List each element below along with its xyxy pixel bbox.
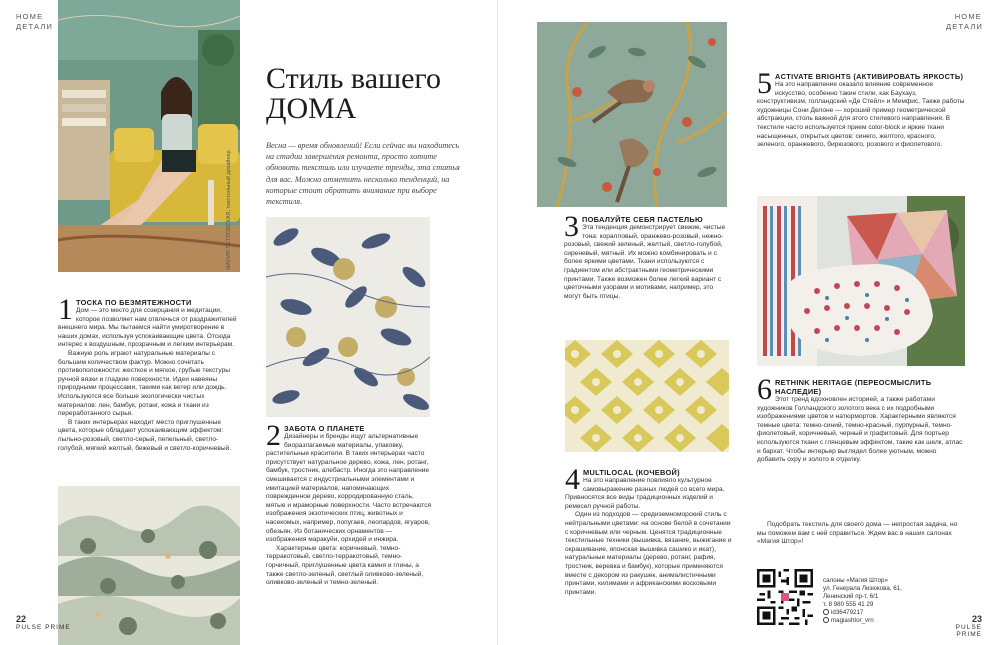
section-6-title: RETHINK HERITAGE (ПЕРЕОСМЫСЛИТЬ НАСЛЕДИЕ) [775, 378, 932, 396]
contacts-phone[interactable]: т. 8 980 555 41 29 [823, 601, 874, 608]
section-4 [565, 463, 733, 597]
contacts-address-2: Ленинский пр-т, 6/1 [823, 593, 879, 600]
page-number-right: 23 [971, 614, 982, 624]
contacts-vk[interactable]: id36479217 [831, 609, 864, 616]
section-5-number: 5 [757, 67, 772, 100]
section-4-title: MULTILOCAL (КОЧЕВОЙ) [583, 468, 680, 477]
title-line2: ДОМА [266, 92, 357, 125]
photo-credit: МАРИЯ ПЕТРОВСКАЯ, текстильный дизайнер [226, 150, 232, 270]
page-title [266, 64, 441, 124]
photo-cushions [757, 196, 965, 366]
section-5-title: ACTIVATE BRIGHTS (АКТИВИРОВАТЬ ЯРКОСТЬ) [775, 72, 964, 81]
section-2 [266, 419, 432, 588]
section-4-paragraph-2: Один из подходов — средиземноморский стиль с нейтральными цветами: на основе белой в сочетании с коричневым или черным. Ценятся традиционные текстильные техники (вышивка, вязание, выжигание и окрашивание, японская вышивка сашико и икат), натуральные материалы (дерево, ротанг, рафия, тростник, веревка и бамбук), которые применяются вместе с декором из ракушек, анималистичными принтами, килимами и африканскими восковыми принтами. [565, 511, 732, 596]
header-right-line1: HOME [954, 12, 982, 21]
page-number-left: 22 [16, 614, 27, 624]
section-3-paragraph-1: Эта тенденция демонстрирует свежие, чистые тона: коралловый, оранжево-розовый, нежно-розовый, свежий зеленый, желтый, светло-голубой, сиреневый, мятный. Их можно комбинировать и с более яркими цветами. Ткани используются с градиентом или абстрактными геометрическими принтами. Также возможен более легкий вариант с цветочными узорами и мотивами, например, это могут быть птицы. [564, 224, 726, 300]
section-1-number: 1 [58, 293, 73, 326]
footer-right [934, 614, 982, 638]
instagram-icon [823, 617, 829, 623]
section-1-paragraph-1: Дом — это место для созерцания и медитации, которое позволяет нам отвлечься от раздражителей внешнего мира. Мы пытаемся найти умиротворение в наших домах, используя успокаивающие цвета. Отсюда интерес к воздушным, прозрачным и легким интерьерам. [58, 307, 237, 349]
footer-left [16, 614, 71, 631]
section-6-number: 6 [757, 373, 772, 406]
section-3-number: 3 [564, 210, 579, 243]
header-left [16, 12, 53, 32]
header-left-line1: HOME [16, 12, 44, 21]
header-left-line2: ДЕТАЛИ [16, 22, 54, 31]
title-line1: Стиль вашего [266, 62, 441, 95]
section-2-number: 2 [266, 419, 281, 452]
fabric-bird-image [537, 22, 727, 207]
section-2-paragraph-1: Дизайнеры и бренды ищут альтернативные биоразлагаемые материалы, упаковку, растительные красители. В таких интерьерах часто присутствует натуральное дерево, кожа, лен, ротанг, бамбук, тростник, алебастр. Иногда это направление смешивается с индустриальными элементами и имитацией материалов, напоминающих поврежденное дерево, корродированную сталь, мятые и мраморные поверхности. Часто встречаются изображения экзотических птиц, животных и насекомых, например, попугаев, леопардов, ягуаров, обезьян. Из ботанических орнаментов — изображения маракуйи, орхидей и инжира. [266, 433, 432, 544]
page-gutter [497, 0, 498, 645]
section-1-paragraph-2: Важную роль играют натуральные материалы с большим количеством фактур. Можно сочетать противоположности: жесткое и мягкое, грубые текстуры ручной вязки и гладкие поверхности. Идеи навеяны природными процессами, такими как ветер или дождь. Используются все больше экологически чистых материалов: лен, бамбук, ротанг, кожа и ткани из переработанного сырья. [58, 349, 231, 418]
vk-icon [823, 609, 829, 615]
section-2-paragraph-2: Характерные цвета: коричневый, темно-терракотовый, светло-терракотовый, темно-горчичный, приглушенные цвета камня и глины, а также светло-зеленый, светлый оливково-зеленый, оливково-зеленый и темно-зеленый. [266, 544, 424, 587]
contacts-address-1: ул. Генерала Лизюкова, 61, [823, 585, 902, 592]
section-3 [564, 210, 730, 301]
qr-code[interactable] [757, 569, 813, 625]
lead-paragraph: Весна — время обновлений! Если сейчас вы находитесь на стадии завершения ремонта, просто хотите обновить текстиль или изучаете тренды, эта статья для вас. Можно отметить несколько тенденций, на которые стоит обратить внимание при выборе текстиля. [266, 141, 460, 207]
magazine-name-right: PULSE PRIME [955, 624, 982, 638]
section-6-paragraph-1: Этот тренд вдохновлен историей, а также работами художников Голландского золотого века с их подробными изображениями цветов и натюрмортов. Характерными являются темные цвета: темно-синий, темно-красный, пурпурный, темно-фиолетовый, коричневый, черный и графитовый. Для портьер используются ткани с глянцевым эффектом, такие как шелк, атлас и бархат. Чтобы интерьер выглядел более уютным, можно добавить охру и золото в отделку. [757, 396, 963, 464]
closing-paragraph: Подобрать текстиль для своего дома — непростая задача, но мы поможем вам с ней справиться. Ждем вас в наших салонах «Магия Штор»! [757, 521, 958, 546]
photo-designer-on-sofa [58, 0, 240, 272]
section-1 [58, 293, 240, 453]
contacts-heading: салоны «Магия Штор» [823, 577, 888, 584]
fabric-leaf-pattern-image [266, 217, 430, 417]
fabric-yellow-ikat-image [565, 340, 729, 452]
fabric-landscape-image [58, 486, 240, 645]
section-2-title: ЗАБОТА О ПЛАНЕТЕ [284, 424, 365, 433]
section-6 [757, 373, 965, 465]
header-right-line2: ДЕТАЛИ [946, 22, 984, 31]
section-1-title: ТОСКА ПО БЕЗМЯТЕЖНОСТИ [76, 298, 192, 307]
section-3-title: ПОБАЛУЙТЕ СЕБЯ ПАСТЕЛЬЮ [582, 215, 703, 224]
section-5-paragraph-1: На это направление оказало влияние современное искусство, особенно такие стили, как Баухауз, конструктивизм, голландский «Де Стейл» и Мемфис. Также работы художницы Сони Делоне — хороший пример геометрической абстракции, столь важной для этого стилевого направления. В текстиле часто используется прием color-block и яркие ткани насыщенных, открытых цветов: синего, желтого, красного, зеленого, оранжевого, бирюзового, розового и фиолетового. [757, 81, 965, 149]
contacts-instagram[interactable]: magiashtor_vrn [831, 617, 874, 624]
section-5 [757, 67, 965, 150]
section-4-paragraph-1: На это направление повлияло культурное самовыражение разных людей со всего мира. Привносятся все виды традиционных изделий и ремесел ручной работы. [565, 477, 725, 510]
section-4-number: 4 [565, 463, 580, 496]
magazine-name-left: PULSE PRIME [16, 624, 71, 631]
header-right [946, 12, 982, 32]
section-1-paragraph-3: В таких интерьерах находит место приглушенные цвета, которые обладают успокаивающим эффектом: пыльно-розовый, светло-серый, пепельный, светло-голубой, мягкий желтый, бежевый и светло-коричневый. [58, 418, 232, 452]
